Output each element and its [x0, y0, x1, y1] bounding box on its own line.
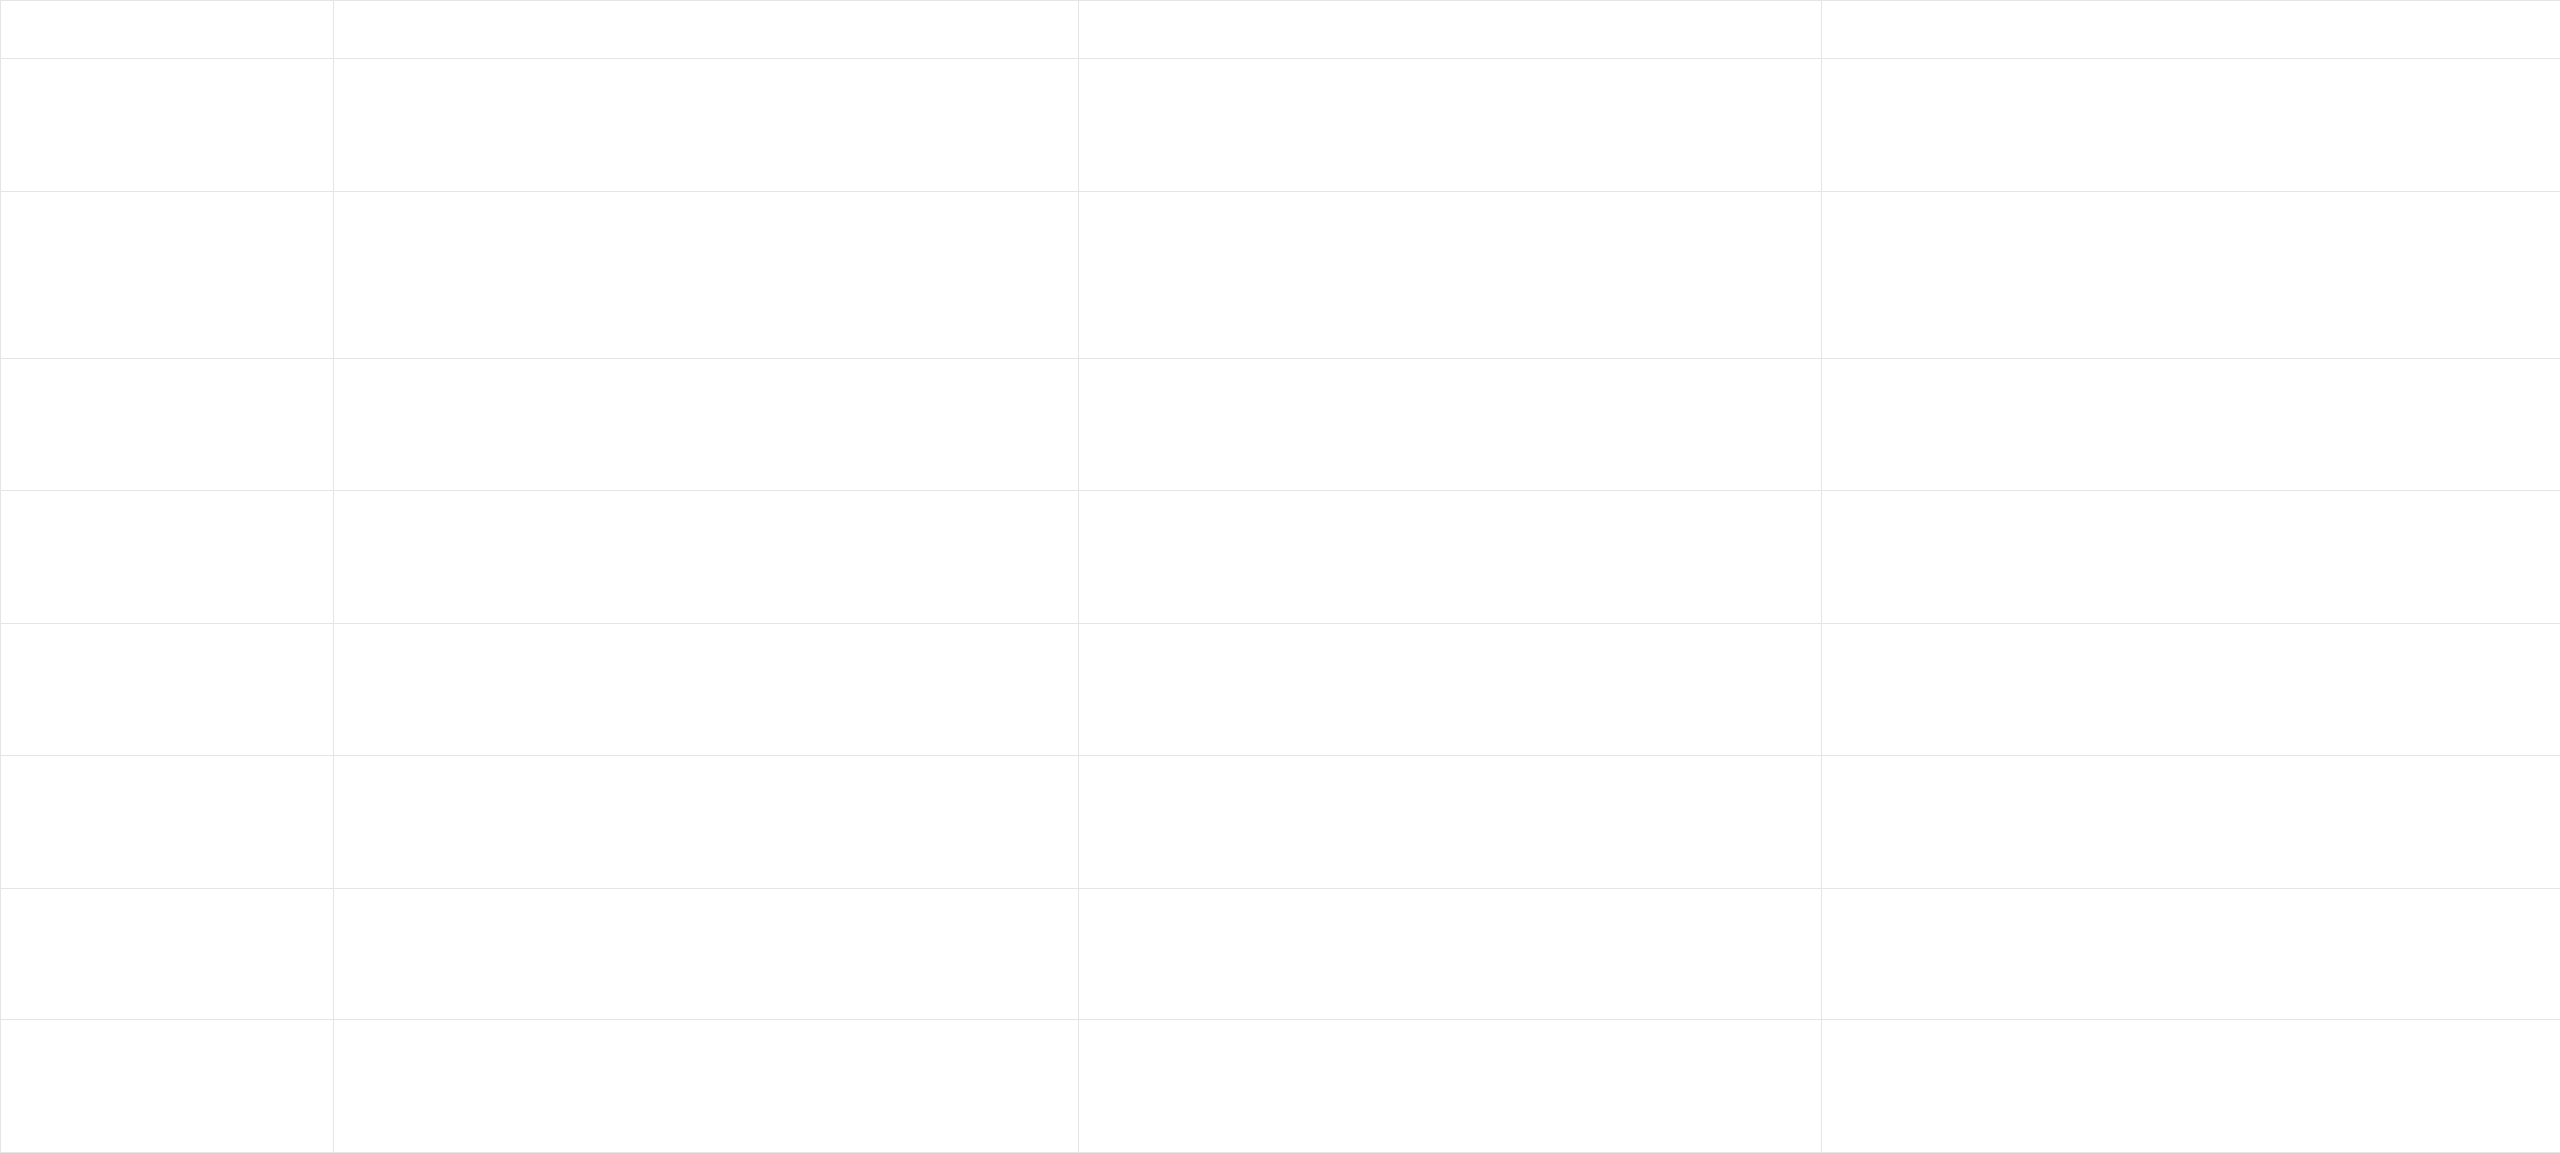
- table-cell[interactable]: [1822, 1020, 2560, 1153]
- table-cell[interactable]: [1, 623, 334, 756]
- table-row: [1, 59, 2560, 192]
- table-cell[interactable]: [334, 1, 1079, 59]
- table-cell[interactable]: [1079, 888, 1822, 1019]
- table-cell[interactable]: [1, 59, 334, 192]
- table-cell[interactable]: [1079, 358, 1822, 491]
- table-cell[interactable]: [1, 1, 334, 59]
- table-cell[interactable]: [1822, 1, 2560, 59]
- table-cell[interactable]: [1079, 59, 1822, 192]
- table-cell[interactable]: [1822, 191, 2560, 358]
- table-cell[interactable]: [334, 1020, 1079, 1153]
- table-cell[interactable]: [334, 191, 1079, 358]
- table-cell[interactable]: [1822, 59, 2560, 192]
- table-cell[interactable]: [1079, 1, 1822, 59]
- table-row: [1, 491, 2560, 624]
- table-cell[interactable]: [1079, 491, 1822, 624]
- table-row: [1, 756, 2560, 889]
- table-cell[interactable]: [334, 358, 1079, 491]
- table-cell[interactable]: [334, 623, 1079, 756]
- table-cell[interactable]: [1822, 756, 2560, 889]
- table-row: [1, 1, 2560, 59]
- table-cell[interactable]: [1, 491, 334, 624]
- table-cell[interactable]: [1, 191, 334, 358]
- table-cell[interactable]: [1079, 756, 1822, 889]
- table-cell[interactable]: [1822, 491, 2560, 624]
- table-row: [1, 623, 2560, 756]
- table-cell[interactable]: [1, 1020, 334, 1153]
- table-row: [1, 1020, 2560, 1153]
- table-cell[interactable]: [334, 491, 1079, 624]
- table-row: [1, 888, 2560, 1019]
- table-cell[interactable]: [1, 358, 334, 491]
- table-cell[interactable]: [1079, 191, 1822, 358]
- table-cell[interactable]: [1822, 623, 2560, 756]
- table-cell[interactable]: [1079, 1020, 1822, 1153]
- table-cell[interactable]: [1822, 358, 2560, 491]
- table-row: [1, 358, 2560, 491]
- table-cell[interactable]: [334, 888, 1079, 1019]
- table-cell[interactable]: [334, 59, 1079, 192]
- table-cell[interactable]: [1822, 888, 2560, 1019]
- table-cell[interactable]: [334, 756, 1079, 889]
- table-cell[interactable]: [1079, 623, 1822, 756]
- table-row: [1, 191, 2560, 358]
- table-cell[interactable]: [1, 888, 334, 1019]
- table-cell[interactable]: [1, 756, 334, 889]
